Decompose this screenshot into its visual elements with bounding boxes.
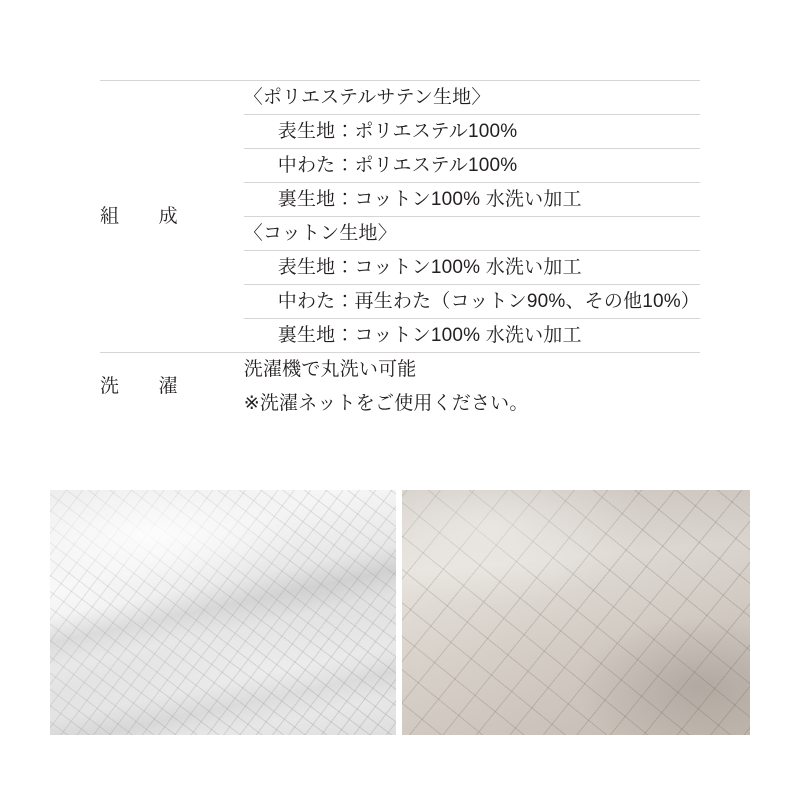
spec-value: 洗濯機で丸洗い可能 xyxy=(243,359,417,381)
spec-table xyxy=(100,80,700,421)
product-spec-table xyxy=(100,80,700,421)
spec-value: 裏生地：コットン100% 水洗い加工 xyxy=(244,183,700,217)
spec-value: 裏生地：コットン100% 水洗い加工 xyxy=(244,319,700,353)
label-char: 洗 xyxy=(100,376,120,398)
spec-value: ※洗濯ネットをご使用ください。 xyxy=(243,393,529,414)
product-photo-row xyxy=(50,490,750,735)
photo-white-quilt xyxy=(50,490,396,735)
table-row xyxy=(100,81,700,115)
white-quilted-fabric-texture xyxy=(50,490,396,735)
photo-beige-quilt xyxy=(402,490,750,735)
label-char: 濯 xyxy=(158,376,178,398)
spec-value: 表生地：コットン100% 水洗い加工 xyxy=(244,251,700,285)
table-row xyxy=(100,353,700,387)
spec-label-washing xyxy=(100,353,244,421)
spec-value: 中わた：再生わた（コットン90%、その他10%） xyxy=(244,285,700,319)
spec-value: 表生地：ポリエステル100% xyxy=(244,115,700,149)
label-char: 組 xyxy=(100,206,120,227)
spec-value: 中わた：ポリエステル100% xyxy=(244,149,700,183)
spec-value: 〈ポリエステルサテン生地〉 xyxy=(243,87,491,108)
label-char: 成 xyxy=(158,206,178,227)
spec-label-composition xyxy=(100,81,244,353)
beige-quilted-fabric-texture xyxy=(402,490,750,735)
spec-value: 〈コットン生地〉 xyxy=(244,217,700,251)
